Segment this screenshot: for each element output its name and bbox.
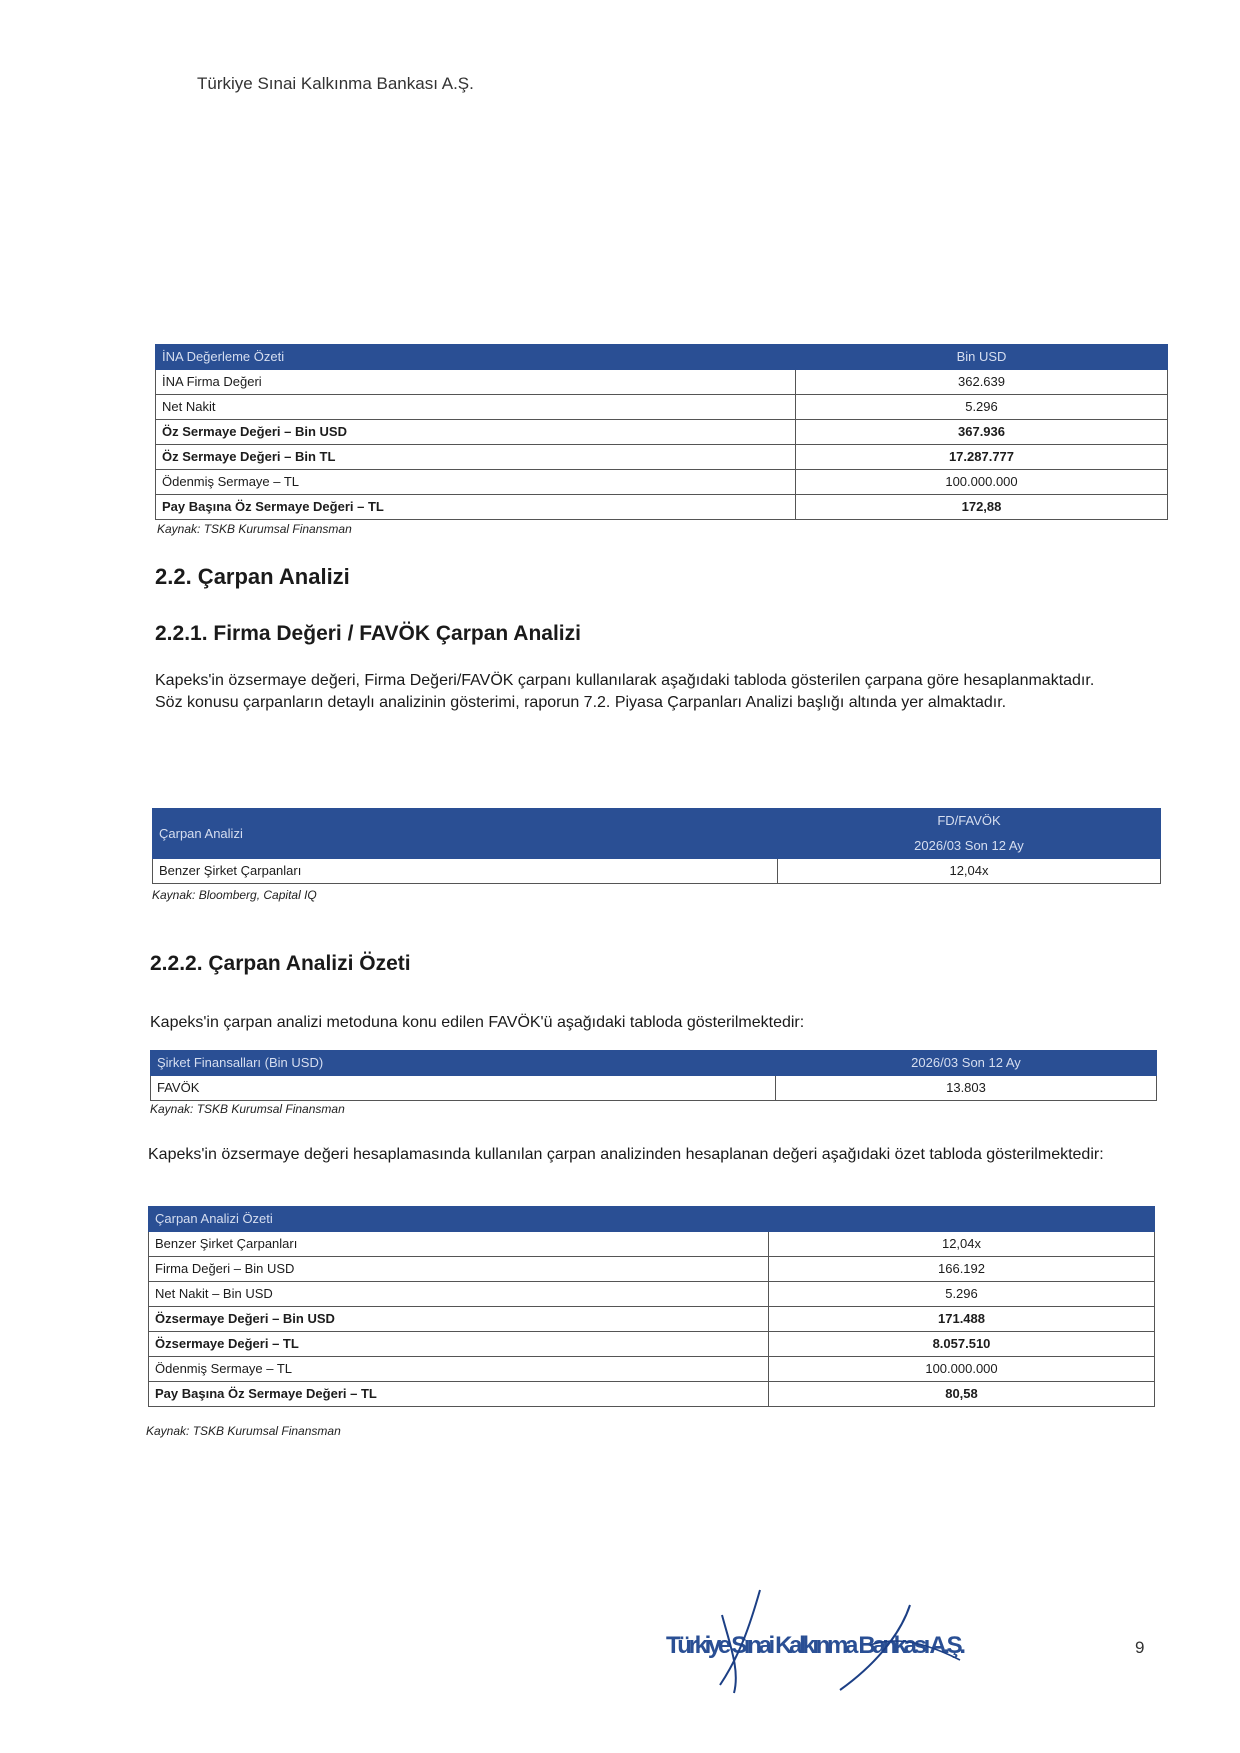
- ina-row-value: 5.296: [796, 395, 1168, 420]
- ina-row: [156, 470, 1168, 495]
- ina-row-label: Net Nakit: [156, 395, 796, 420]
- ozet-table-header-blank: [769, 1207, 1155, 1232]
- ozet-row: [149, 1282, 1155, 1307]
- ina-row: [156, 495, 1168, 520]
- section-2-2-1-text: [155, 670, 1165, 714]
- ozet-row-label: Ödenmiş Sermaye – TL: [149, 1357, 769, 1382]
- section-2-2-1-para-1: Kapeks'in özsermaye değeri, Firma Değeri/FAVÖK çarpanı kullanılarak aşağıdaki tabloda gösterilen çarpana göre hesaplanmaktadır.: [155, 672, 1095, 689]
- ozet-row: [149, 1382, 1155, 1407]
- sirket-table-col-header: 2026/03 Son 12 Ay: [776, 1051, 1157, 1076]
- section-2-2-title: 2.2. Çarpan Analizi: [155, 564, 350, 589]
- section-2-2-2-para-2: Kapeks'in özsermaye değeri hesaplamasında kullanılan çarpan analizinden hesaplanan değeri aşağıdaki özet tabloda gösterilmektedir:: [148, 1146, 1104, 1163]
- ozet-row: [149, 1332, 1155, 1357]
- ozet-row: [149, 1257, 1155, 1282]
- carpan-summary-table: [148, 1206, 1155, 1407]
- carpan-analysis-table: [152, 808, 1161, 884]
- ina-row-value: 362.639: [796, 370, 1168, 395]
- carpan-table-row-value: 12,04x: [778, 859, 1161, 884]
- ina-table-title: İNA Değerleme Özeti: [156, 345, 796, 370]
- section-2-2-2-title: 2.2.2. Çarpan Analizi Özeti: [150, 952, 411, 975]
- ozet-row-label: Özsermaye Değeri – TL: [149, 1332, 769, 1357]
- carpan-table-col-header-2: 2026/03 Son 12 Ay: [778, 834, 1161, 859]
- ozet-row-value: 100.000.000: [769, 1357, 1155, 1382]
- sirket-table-row-label: FAVÖK: [151, 1076, 776, 1101]
- ozet-row-label: Pay Başına Öz Sermaye Değeri – TL: [149, 1382, 769, 1407]
- ina-row-label: Öz Sermaye Değeri – Bin TL: [156, 445, 796, 470]
- ozet-row-value: 5.296: [769, 1282, 1155, 1307]
- ina-row-label: Öz Sermaye Değeri – Bin USD: [156, 420, 796, 445]
- ozet-row-label: Özsermaye Değeri – Bin USD: [149, 1307, 769, 1332]
- carpan-table-source: Kaynak: Bloomberg, Capital IQ: [152, 888, 317, 902]
- tskb-stamp-signature: [660, 1575, 1000, 1695]
- ina-row-value: 367.936: [796, 420, 1168, 445]
- page-number: 9: [1135, 1638, 1145, 1657]
- section-2-2-1-title: 2.2.1. Firma Değeri / FAVÖK Çarpan Analizi: [155, 622, 581, 645]
- ozet-row-value: 171.488: [769, 1307, 1155, 1332]
- sirket-table-source: Kaynak: TSKB Kurumsal Finansman: [150, 1102, 345, 1116]
- tskb-logo-icon: [660, 1575, 1000, 1695]
- svg-text:Türkiye Sınai Kalkınma Bankası: Türkiye Sınai Kalkınma Bankası A.Ş.: [666, 1632, 966, 1659]
- ozet-table-source: Kaynak: TSKB Kurumsal Finansman: [146, 1424, 341, 1438]
- sirket-table-title: Şirket Finansalları (Bin USD): [151, 1051, 776, 1076]
- ina-row: [156, 445, 1168, 470]
- ina-row-value: 100.000.000: [796, 470, 1168, 495]
- section-2-2-2-para-1: Kapeks'in çarpan analizi metoduna konu edilen FAVÖK'ü aşağıdaki tabloda gösterilmektedir:: [150, 1014, 805, 1031]
- company-financials-table: [150, 1050, 1157, 1101]
- ina-row-label: İNA Firma Değeri: [156, 370, 796, 395]
- ozet-row-value: 8.057.510: [769, 1332, 1155, 1357]
- carpan-table-col-header-1: FD/FAVÖK: [778, 809, 1161, 834]
- ozet-row-value: 80,58: [769, 1382, 1155, 1407]
- ozet-row-value: 166.192: [769, 1257, 1155, 1282]
- ozet-row: [149, 1307, 1155, 1332]
- ozet-row: [149, 1357, 1155, 1382]
- company-header: Türkiye Sınai Kalkınma Bankası A.Ş.: [197, 74, 474, 93]
- ozet-row-label: Firma Değeri – Bin USD: [149, 1257, 769, 1282]
- ina-row: [156, 395, 1168, 420]
- ozet-row-label: Net Nakit – Bin USD: [149, 1282, 769, 1307]
- ina-row-value: 17.287.777: [796, 445, 1168, 470]
- section-2-2-1-para-2: Söz konusu çarpanların detaylı analizinin gösterimi, raporun 7.2. Piyasa Çarpanları Analizi başlığı altında yer almaktadır.: [155, 694, 1007, 711]
- ina-row-label: Pay Başına Öz Sermaye Değeri – TL: [156, 495, 796, 520]
- ina-valuation-table: [155, 344, 1168, 520]
- ozet-row-label: Benzer Şirket Çarpanları: [149, 1232, 769, 1257]
- ina-row-label: Ödenmiş Sermaye – TL: [156, 470, 796, 495]
- sirket-table-row-value: 13.803: [776, 1076, 1157, 1101]
- carpan-table-title: Çarpan Analizi: [153, 809, 778, 859]
- ina-row: [156, 420, 1168, 445]
- carpan-table-row-label: Benzer Şirket Çarpanları: [153, 859, 778, 884]
- ina-table-source: Kaynak: TSKB Kurumsal Finansman: [157, 522, 352, 536]
- ozet-row-value: 12,04x: [769, 1232, 1155, 1257]
- ina-row-value: 172,88: [796, 495, 1168, 520]
- ina-table-col-header: Bin USD: [796, 345, 1168, 370]
- ina-row: [156, 370, 1168, 395]
- ozet-table-title: Çarpan Analizi Özeti: [149, 1207, 769, 1232]
- ozet-row: [149, 1232, 1155, 1257]
